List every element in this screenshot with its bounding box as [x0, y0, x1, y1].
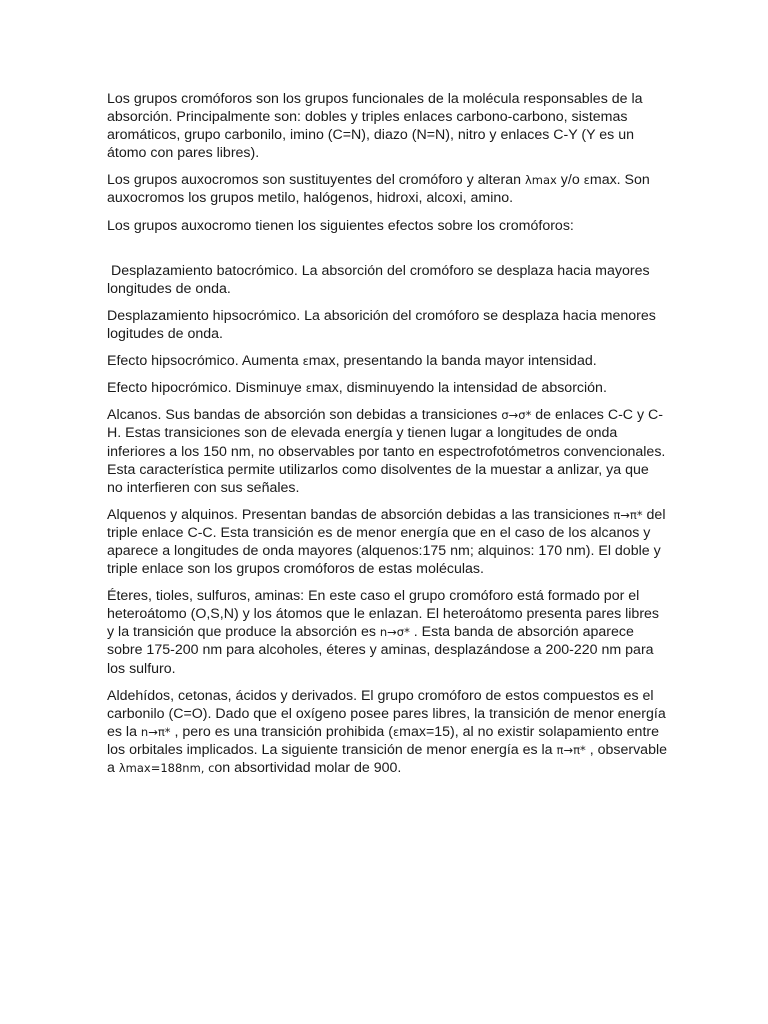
n-pi-transition: n→π* [140, 724, 171, 739]
paragraph-efectos-intro [107, 217, 668, 235]
text-run: , pero es una transición prohibida ( [170, 723, 393, 740]
text-run: de enlaces C-C y C-H. Estas transiciones son de elevada energía y tienen lugar a longitudes de onda inferiores a los 150 nm, no observables por tanto en espectrofotómetros convencionales. Esta característica permite utilizarlos como disolventes de la muestar a anlizar, ya que no interfieren con sus señales. [107, 407, 666, 496]
text-run: Efecto hipsocrómico. Aumenta [107, 353, 303, 370]
lambda-max-symbol: λmax [524, 173, 557, 188]
pi-pi-transition: π→π* [613, 507, 643, 522]
n-sigma-transition: n→σ* [379, 625, 410, 640]
text-run: max. Son auxocromos los grupos metilo, halógenos, hidroxi, alcoxi, amino. [107, 172, 650, 207]
paragraph-eteres [107, 587, 668, 677]
paragraph-hipsocromico-desplazamiento [107, 307, 668, 343]
text-run: on absortividad molar de 900. [214, 760, 402, 776]
paragraph-alcanos [107, 406, 668, 496]
text-run: , observable a [107, 741, 667, 776]
paragraph-aldehidos [107, 687, 668, 777]
epsilon-symbol: ε [302, 354, 309, 369]
text-run: Desplazamiento hipsocrómico. La absorición del cromóforo se desplaza hacia menores logitudes de onda. [107, 307, 656, 343]
epsilon-symbol: ε [305, 381, 312, 396]
paragraph-cromoforos [107, 90, 668, 162]
text-run: max, presentando la banda mayor intensidad. [308, 353, 597, 370]
text-run: Los grupos auxocromos son sustituyentes del cromóforo y alteran [107, 172, 525, 189]
text-run: . Esta banda de absorción aparece sobre 175-200 nm para alcoholes, éteres y aminas, desplazándose a 200-220 nm para los sulfuro. [107, 624, 654, 677]
paragraph-efecto-hipsocromico [107, 352, 668, 370]
epsilon-symbol: ε [392, 724, 400, 739]
epsilon-symbol: ε [583, 173, 590, 188]
text-run: Éteres, tioles, sulfuros, aminas: En este caso el grupo cromóforo está formado por el heteroátomo (O,S,N) y los átomos que le enlazan. El heteroátomo presenta pares libres y la transición que produce la absorción es [107, 588, 660, 641]
sigma-sigma-transition: σ→σ* [501, 408, 532, 423]
text-run: Alcanos. Sus bandas de absorción son debidas a transiciones [107, 407, 502, 424]
text-run: Los grupos auxocromo tienen los siguientes efectos sobre los cromóforos: [107, 217, 574, 234]
text-run: Desplazamiento batocrómico. La absorción del cromóforo se desplaza hacia mayores longitudes de onda. [107, 262, 654, 297]
text-run: y/o [556, 172, 584, 189]
paragraph-auxocromos [107, 171, 668, 207]
text-run: del triple enlace C-C. Esta transición es de menor energía que en el caso de los alcanos y aparece a longitudes de onda mayores (alquenos:175 nm; alquinos: 170 nm). El doble y triple enlace son los grupos cromóforos de estas moléculas. [107, 506, 666, 578]
pi-pi-transition: π→π* [556, 742, 586, 757]
lambda-max-value: λmax=188nm, c [118, 761, 215, 775]
text-run: max=15), al no existir solapamiento entre los orbitales implicados. La siguiente transición de menor energía es la [107, 723, 659, 758]
text-run: Los grupos cromóforos son los grupos funcionales de la molécula responsables de la absorción. Principalmente son: dobles y triples enlaces carbono-carbono, sistemas aromáticos, grupo carbonilo, imino (C=N), diazo (N=N), nitro y enlaces C-Y (Y es un átomo con pares libres). [107, 91, 643, 162]
paragraph-batocromico [107, 244, 668, 298]
text-run: Efecto hipocrómico. Disminuye [107, 380, 306, 397]
paragraph-efecto-hipocromico [107, 379, 668, 397]
text-run: Alquenos y alquinos. Presentan bandas de absorción debidas a las transiciones [107, 506, 614, 523]
text-run: max, disminuyendo la intensidad de absorción. [311, 380, 607, 397]
text-run: Aldehídos, cetonas, ácidos y derivados. El grupo cromóforo de estos compuestos es el carbonilo (C=O). Dado que el oxígeno posee pares libres, la transición de menor energía es la [107, 687, 666, 740]
paragraph-alquenos [107, 506, 668, 578]
